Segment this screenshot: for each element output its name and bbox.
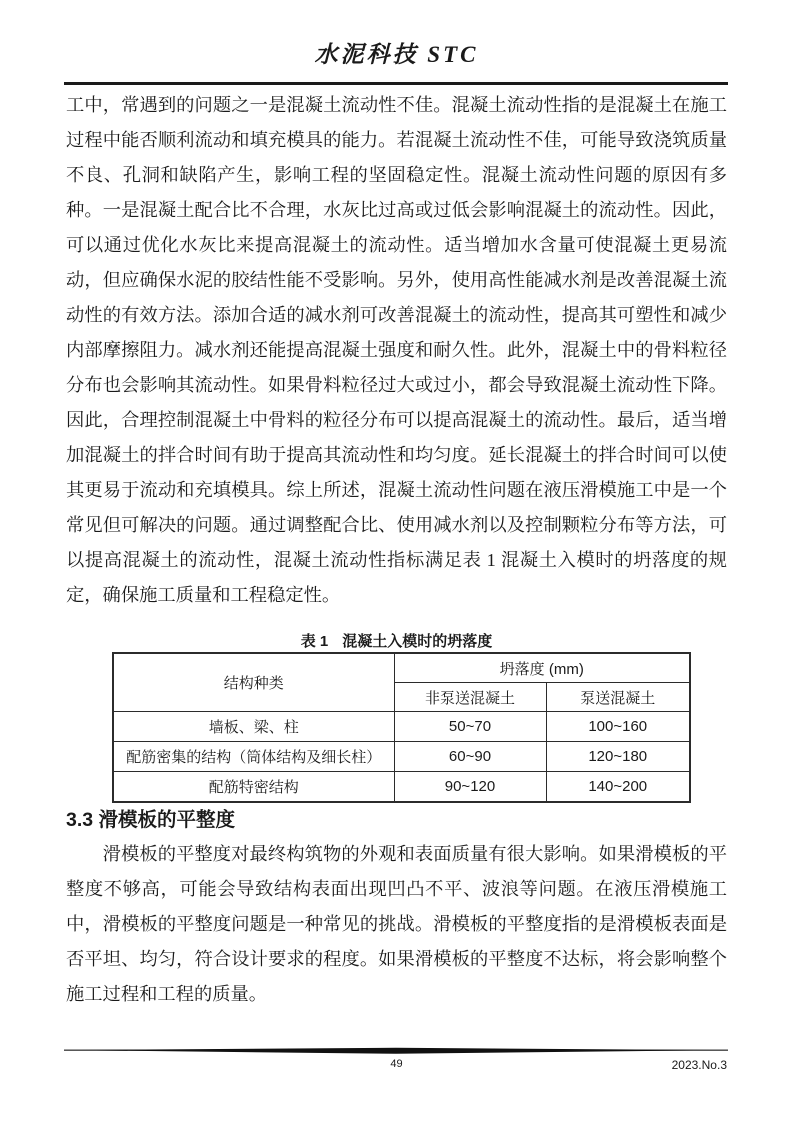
paragraph-concrete-fluidity: 工中，常遇到的问题之一是混凝土流动性不佳。混凝土流动性指的是混凝土在施工过程中能否顺利流动和填充模具的能力。若混凝土流动性不佳，可能导致浇筑质量不良、孔洞和缺陷产生，影响工程的坚固稳定性。混凝土流动性问题的原因有多种。一是混凝土配合比不合理，水灰比过高或过低会影响混凝土的流动性。因此，可以通过优化水灰比来提高混凝土的流动性。适当增加水含量可使混凝土更易流动，但应确保水泥的胶结性能不受影响。另外，使用高性能减水剂是改善混凝土流动性的有效方法。添加合适的减水剂可改善混凝土的流动性，提高其可塑性和减少内部摩擦阻力。减水剂还能提高混凝土强度和耐久性。此外，混凝土中的骨料粒径分布也会影响其流动性。如果骨料粒径过大或过小，都会导致混凝土流动性下降。因此，合理控制混凝土中骨料的粒径分布可以提高混凝土的流动性。最后，适当增加混凝土的拌合时间有助于提高其流动性和均匀度。延长混凝土的拌合时间可以使其更易于流动和充填模具。综上所述，混凝土流动性问题在液压滑模施工中是一个常见但可解决的问题。通过调整配合比、使用减水剂以及控制颗粒分布等方法，可以提高混凝土的流动性，混凝土流动性指标满足表 1 混凝土入模时的坍落度的规定，确保施工质量和工程稳定性。 — [66, 95, 727, 605]
cell-pumped: 100~160 — [546, 712, 690, 742]
page-number: 49 — [390, 1058, 403, 1070]
cell-non-pumped: 90~120 — [394, 772, 546, 803]
slump-table — [112, 652, 691, 803]
table-caption-label: 表 1 — [300, 633, 329, 650]
table-header-structure-type: 结构种类 — [113, 653, 394, 712]
table-row — [113, 772, 690, 803]
cell-structure: 配筋密集的结构（筒体结构及细长柱） — [113, 742, 394, 772]
cell-non-pumped: 50~70 — [394, 712, 546, 742]
table-header-row-1 — [113, 653, 690, 683]
cell-pumped: 120~180 — [546, 742, 690, 772]
cell-non-pumped: 60~90 — [394, 742, 546, 772]
table-row — [113, 712, 690, 742]
paragraph-formwork-flatness: 滑模板的平整度对最终构筑物的外观和表面质量有很大影响。如果滑模板的平整度不够高，可能会导致结构表面出现凹凸不平、波浪等问题。在液压滑模施工中，滑模板的平整度问题是一种常见的挑战。滑模板的平整度指的是滑模板表面是否平坦、均匀，符合设计要求的程度。如果滑模板的平整度不达标，将会影响整个施工过程和工程的质量。 — [66, 844, 727, 1004]
table-caption-title: 混凝土入模时的坍落度 — [342, 633, 493, 650]
table-row — [113, 742, 690, 772]
table-caption — [66, 630, 727, 651]
cell-pumped: 140~200 — [546, 772, 690, 803]
footer-rule-ornament — [64, 1047, 728, 1055]
table-subheader-non-pumped: 非泵送混凝土 — [394, 683, 546, 712]
issue-label: 2023.No.3 — [671, 1058, 727, 1072]
cell-structure: 配筋特密结构 — [113, 772, 394, 803]
section-heading-3-3: 3.3 滑模板的平整度 — [66, 809, 236, 831]
cell-structure: 墙板、梁、柱 — [113, 712, 394, 742]
journal-title: 水泥科技 STC — [314, 42, 479, 67]
table-header-slump: 坍落度 (mm) — [394, 653, 690, 683]
table-subheader-pumped: 泵送混凝土 — [546, 683, 690, 712]
header-rule — [64, 82, 728, 85]
